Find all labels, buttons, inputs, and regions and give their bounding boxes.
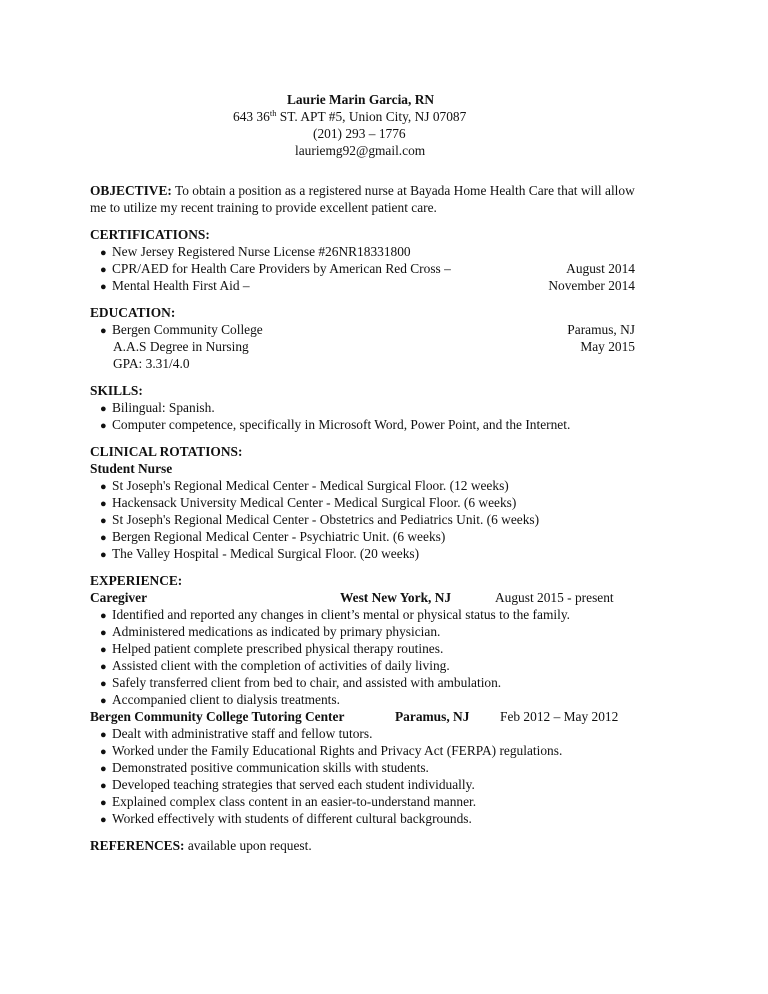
job-header — [90, 589, 635, 606]
address-rest: ST. APT #5, Union City, NJ 07087 — [276, 109, 467, 124]
list-item — [90, 759, 635, 776]
duty-text: Administered medications as indicated by primary physician. — [112, 624, 441, 639]
list-item — [90, 742, 635, 759]
bullet-icon: ● — [100, 746, 107, 758]
list-item — [90, 260, 635, 277]
certification-text: New Jersey Registered Nurse License #26NR18331800 — [112, 244, 411, 259]
list-item — [90, 477, 635, 494]
experience-heading: EXPERIENCE: — [90, 573, 183, 588]
bullet-icon: ● — [100, 797, 107, 809]
list-item — [90, 776, 635, 793]
certifications-heading: CERTIFICATIONS: — [90, 227, 210, 242]
duty-text: Identified and reported any changes in client’s mental or physical status to the family. — [112, 607, 570, 622]
list-item — [90, 399, 635, 416]
education-heading: EDUCATION: — [90, 305, 176, 320]
bullet-icon: ● — [100, 420, 107, 432]
list-item — [90, 416, 635, 433]
bullet-icon: ● — [100, 281, 107, 293]
list-item — [90, 674, 635, 691]
job-location: West New York, NJ — [340, 590, 452, 605]
bullet-icon: ● — [100, 264, 107, 276]
clinical-heading: CLINICAL ROTATIONS: — [90, 444, 243, 459]
bullet-icon: ● — [100, 610, 107, 622]
job-title: Caregiver — [90, 590, 148, 605]
rotation-text: St Joseph's Regional Medical Center - Obstetrics and Pediatrics Unit. (6 weeks) — [112, 512, 540, 527]
duty-text: Developed teaching strategies that served each student individually. — [112, 777, 475, 792]
bullet-icon: ● — [100, 247, 107, 259]
address-superscript: th — [269, 108, 277, 118]
bullet-icon: ● — [100, 481, 107, 493]
duty-text: Safely transferred client from bed to chair, and assisted with ambulation. — [112, 675, 502, 690]
bullet-icon: ● — [100, 780, 107, 792]
bullet-icon: ● — [100, 695, 107, 707]
list-item — [90, 640, 635, 657]
resume-body — [90, 182, 635, 854]
bullet-icon: ● — [100, 678, 107, 690]
list-item — [90, 494, 635, 511]
objective-section — [90, 182, 635, 216]
duty-text: Worked effectively with students of different cultural backgrounds. — [112, 811, 472, 826]
list-item — [90, 321, 635, 338]
email: lauriemg92@gmail.com — [295, 143, 426, 158]
degree: A.A.S Degree in Nursing — [113, 339, 249, 354]
list-item — [90, 623, 635, 640]
duty-text: Demonstrated positive communication skills with students. — [112, 760, 429, 775]
rotation-text: St Joseph's Regional Medical Center - Medical Surgical Floor. (12 weeks) — [112, 478, 509, 493]
certification-text: Mental Health First Aid – — [112, 278, 250, 293]
list-item — [90, 545, 635, 562]
objective-label: OBJECTIVE: — [90, 183, 172, 198]
bullet-icon: ● — [100, 644, 107, 656]
candidate-name: Laurie Marin Garcia, RN — [287, 92, 435, 107]
list-item — [90, 691, 635, 708]
duty-text: Explained complex class content in an easier-to-understand manner. — [112, 794, 477, 809]
degree-line — [90, 338, 635, 355]
bullet-icon: ● — [100, 549, 107, 561]
objective-text: To obtain a position as a registered nurse at Bayada Home Health Care that will allow me to utilize my recent training to provide excellent patient care. — [90, 183, 635, 215]
list-item — [90, 243, 635, 260]
duty-text: Assisted client with the completion of activities of daily living. — [112, 658, 450, 673]
certification-date: August 2014 — [566, 261, 635, 276]
job-dates: Feb 2012 – May 2012 — [500, 709, 619, 724]
job-location: Paramus, NJ — [395, 709, 470, 724]
job-dates: August 2015 - present — [495, 590, 614, 605]
job-header — [90, 708, 635, 725]
list-item — [90, 810, 635, 827]
degree-date: May 2015 — [580, 339, 635, 354]
skills-heading: SKILLS: — [90, 383, 143, 398]
duty-text: Worked under the Family Educational Rights and Privacy Act (FERPA) regulations. — [112, 743, 563, 758]
gpa: GPA: 3.31/4.0 — [113, 356, 190, 371]
references-section — [90, 837, 635, 854]
bullet-icon: ● — [100, 627, 107, 639]
list-item — [90, 606, 635, 623]
bullet-icon: ● — [100, 325, 107, 337]
bullet-icon: ● — [100, 729, 107, 741]
list-item — [90, 793, 635, 810]
address-number: 643 36 — [233, 109, 270, 124]
duty-text: Dealt with administrative staff and fellow tutors. — [112, 726, 373, 741]
bullet-icon: ● — [100, 403, 107, 415]
bullet-icon: ● — [100, 763, 107, 775]
address — [233, 108, 466, 126]
list-item — [90, 277, 635, 294]
list-item — [90, 725, 635, 742]
rotation-text: Bergen Regional Medical Center - Psychiatric Unit. (6 weeks) — [112, 529, 446, 544]
duty-text: Accompanied client to dialysis treatments. — [112, 692, 340, 707]
bullet-icon: ● — [100, 661, 107, 673]
duty-text: Helped patient complete prescribed physical therapy routines. — [112, 641, 444, 656]
bullet-icon: ● — [100, 515, 107, 527]
certification-text: CPR/AED for Health Care Providers by American Red Cross – — [112, 261, 451, 276]
references-label: REFERENCES: — [90, 838, 185, 853]
skill-text: Bilingual: Spanish. — [112, 400, 215, 415]
skill-text: Computer competence, specifically in Microsoft Word, Power Point, and the Internet. — [112, 417, 571, 432]
job-title: Bergen Community College Tutoring Center — [90, 709, 345, 724]
phone: (201) 293 – 1776 — [313, 126, 406, 141]
list-item — [90, 657, 635, 674]
bullet-icon: ● — [100, 814, 107, 826]
rotation-text: The Valley Hospital - Medical Surgical Floor. (20 weeks) — [112, 546, 420, 561]
clinical-subheading: Student Nurse — [90, 461, 173, 476]
list-item — [90, 511, 635, 528]
bullet-icon: ● — [100, 532, 107, 544]
school-location: Paramus, NJ — [567, 322, 635, 337]
certification-date: November 2014 — [548, 278, 635, 293]
references-text: available upon request. — [187, 838, 312, 853]
school-name: Bergen Community College — [112, 322, 263, 337]
list-item — [90, 528, 635, 545]
bullet-icon: ● — [100, 498, 107, 510]
rotation-text: Hackensack University Medical Center - Medical Surgical Floor. (6 weeks) — [112, 495, 517, 510]
